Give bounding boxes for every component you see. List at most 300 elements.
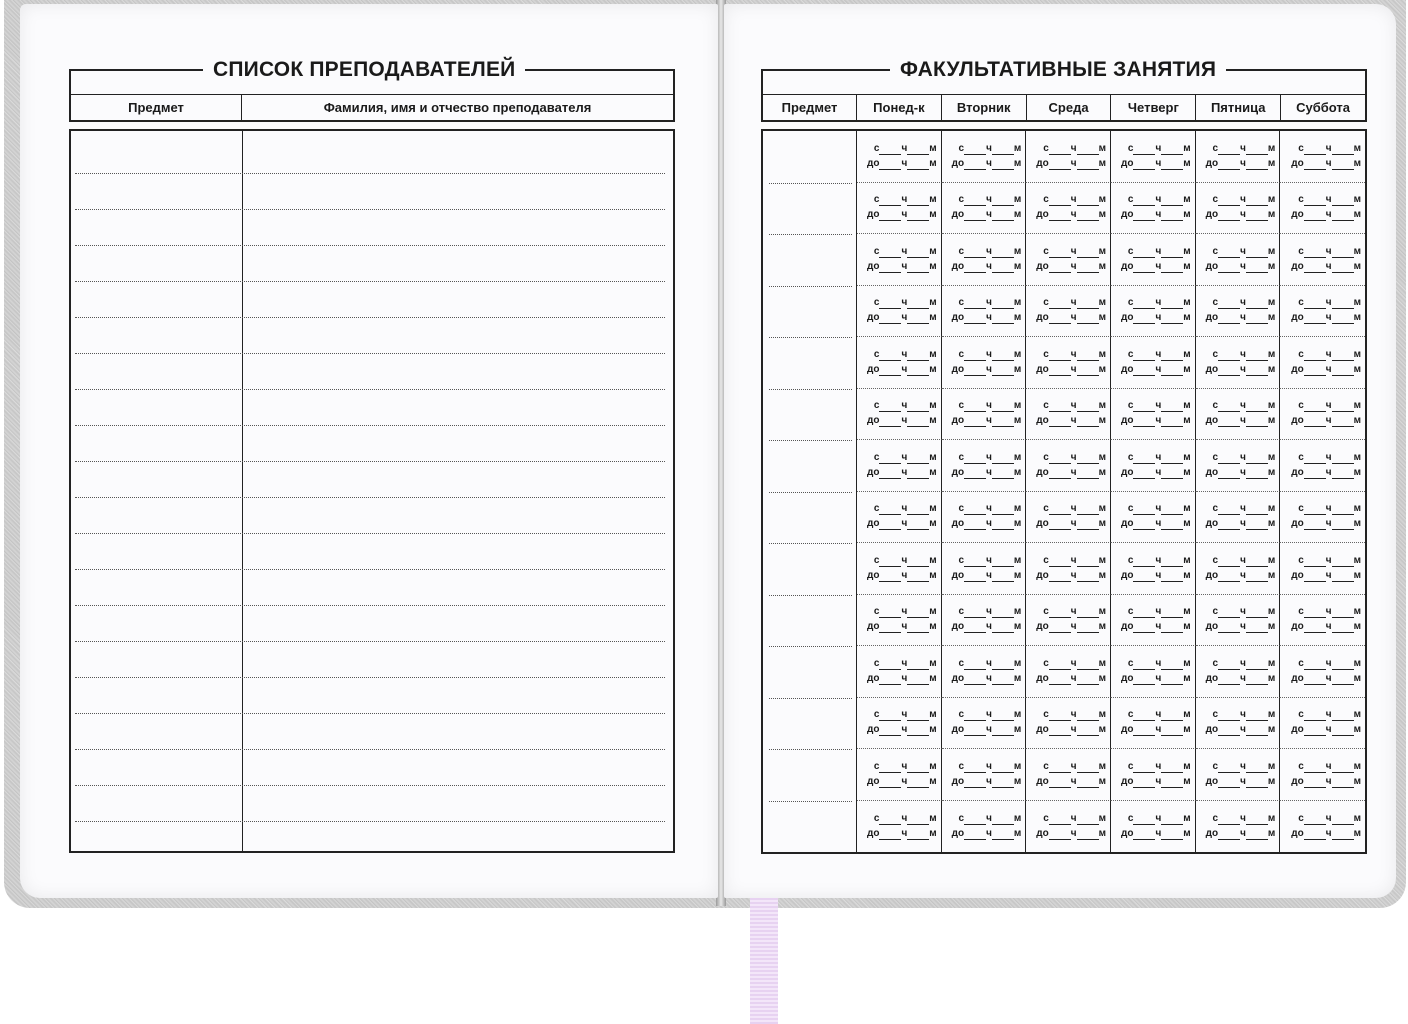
time-line[interactable] <box>1291 673 1361 685</box>
time-slot-cell[interactable] <box>1280 492 1365 544</box>
time-line[interactable] <box>1128 761 1191 773</box>
time-line[interactable] <box>1213 813 1276 825</box>
time-line[interactable] <box>959 813 1022 825</box>
hour-blank[interactable] <box>1133 815 1155 825</box>
minute-blank[interactable] <box>1246 623 1268 633</box>
hour-blank[interactable] <box>879 557 901 567</box>
time-slot-cell[interactable] <box>1111 131 1196 183</box>
hour-blank[interactable] <box>1049 366 1071 376</box>
minute-blank[interactable] <box>1332 675 1354 685</box>
time-line[interactable] <box>1291 158 1361 170</box>
minute-blank[interactable] <box>1077 726 1099 736</box>
time-line[interactable] <box>952 570 1022 582</box>
writing-line[interactable] <box>75 461 665 462</box>
hour-blank[interactable] <box>964 248 986 258</box>
hour-blank[interactable] <box>879 314 901 324</box>
minute-blank[interactable] <box>992 675 1014 685</box>
time-line[interactable] <box>874 452 937 464</box>
minute-blank[interactable] <box>1161 366 1183 376</box>
minute-blank[interactable] <box>1246 417 1268 427</box>
time-line[interactable] <box>1036 158 1106 170</box>
time-slot-cell[interactable] <box>857 234 942 286</box>
time-line[interactable] <box>959 658 1022 670</box>
hour-blank[interactable] <box>879 248 901 258</box>
time-slot-cell[interactable] <box>857 698 942 750</box>
minute-blank[interactable] <box>992 520 1014 530</box>
hour-blank[interactable] <box>1304 196 1326 206</box>
minute-blank[interactable] <box>992 726 1014 736</box>
writing-line[interactable] <box>75 209 665 210</box>
hour-blank[interactable] <box>879 623 901 633</box>
time-line[interactable] <box>867 570 937 582</box>
time-line[interactable] <box>1291 776 1361 788</box>
minute-blank[interactable] <box>1332 520 1354 530</box>
subject-writing-line[interactable] <box>769 389 852 390</box>
subject-writing-line[interactable] <box>769 749 852 750</box>
writing-line[interactable] <box>75 533 665 534</box>
minute-blank[interactable] <box>1161 211 1183 221</box>
minute-blank[interactable] <box>1246 454 1268 464</box>
time-line[interactable] <box>1298 143 1361 155</box>
minute-blank[interactable] <box>1077 314 1099 324</box>
hour-blank[interactable] <box>1133 778 1155 788</box>
hour-blank[interactable] <box>1133 830 1155 840</box>
time-line[interactable] <box>874 555 937 567</box>
time-line[interactable] <box>1128 503 1191 515</box>
hour-blank[interactable] <box>1304 763 1326 773</box>
time-slot-cell[interactable] <box>1026 389 1111 441</box>
hour-blank[interactable] <box>1304 778 1326 788</box>
time-line[interactable] <box>1036 724 1106 736</box>
time-line[interactable] <box>1291 467 1361 479</box>
time-slot-cell[interactable] <box>1026 646 1111 698</box>
minute-blank[interactable] <box>992 196 1014 206</box>
time-line[interactable] <box>1213 297 1276 309</box>
minute-blank[interactable] <box>1332 557 1354 567</box>
minute-blank[interactable] <box>992 145 1014 155</box>
minute-blank[interactable] <box>1332 830 1354 840</box>
time-line[interactable] <box>874 400 937 412</box>
time-line[interactable] <box>1213 400 1276 412</box>
time-slot-cell[interactable] <box>1026 131 1111 183</box>
minute-blank[interactable] <box>1332 351 1354 361</box>
hour-blank[interactable] <box>1133 351 1155 361</box>
hour-blank[interactable] <box>964 145 986 155</box>
minute-blank[interactable] <box>1332 196 1354 206</box>
time-line[interactable] <box>1128 606 1191 618</box>
minute-blank[interactable] <box>1161 263 1183 273</box>
time-line[interactable] <box>959 246 1022 258</box>
hour-blank[interactable] <box>1218 778 1240 788</box>
time-line[interactable] <box>1298 297 1361 309</box>
minute-blank[interactable] <box>1161 763 1183 773</box>
hour-blank[interactable] <box>964 505 986 515</box>
hour-blank[interactable] <box>964 160 986 170</box>
time-slot-cell[interactable] <box>1111 286 1196 338</box>
time-slot-cell[interactable] <box>942 131 1027 183</box>
time-slot-cell[interactable] <box>857 183 942 235</box>
hour-blank[interactable] <box>1049 469 1071 479</box>
minute-blank[interactable] <box>907 402 929 412</box>
minute-blank[interactable] <box>1077 417 1099 427</box>
hour-blank[interactable] <box>879 505 901 515</box>
time-line[interactable] <box>1213 555 1276 567</box>
writing-line[interactable] <box>75 173 665 174</box>
time-line[interactable] <box>959 143 1022 155</box>
minute-blank[interactable] <box>1332 726 1354 736</box>
hour-blank[interactable] <box>1133 402 1155 412</box>
time-line[interactable] <box>1121 364 1191 376</box>
minute-blank[interactable] <box>1246 248 1268 258</box>
time-slot-cell[interactable] <box>1280 646 1365 698</box>
time-line[interactable] <box>1043 297 1106 309</box>
hour-blank[interactable] <box>1218 520 1240 530</box>
hour-blank[interactable] <box>1218 830 1240 840</box>
time-slot-cell[interactable] <box>942 595 1027 647</box>
time-slot-cell[interactable] <box>1026 440 1111 492</box>
minute-blank[interactable] <box>1246 763 1268 773</box>
time-slot-cell[interactable] <box>1026 286 1111 338</box>
hour-blank[interactable] <box>1218 248 1240 258</box>
hour-blank[interactable] <box>1049 505 1071 515</box>
time-slot-cell[interactable] <box>942 749 1027 801</box>
hour-blank[interactable] <box>1218 351 1240 361</box>
minute-blank[interactable] <box>1246 815 1268 825</box>
hour-blank[interactable] <box>1304 830 1326 840</box>
minute-blank[interactable] <box>992 314 1014 324</box>
minute-blank[interactable] <box>1332 763 1354 773</box>
time-line[interactable] <box>1298 606 1361 618</box>
minute-blank[interactable] <box>907 830 929 840</box>
time-line[interactable] <box>874 761 937 773</box>
time-line[interactable] <box>874 246 937 258</box>
time-slot-cell[interactable] <box>1111 234 1196 286</box>
time-line[interactable] <box>1036 828 1106 840</box>
hour-blank[interactable] <box>1049 160 1071 170</box>
minute-blank[interactable] <box>1077 145 1099 155</box>
time-line[interactable] <box>1121 467 1191 479</box>
time-slot-cell[interactable] <box>942 337 1027 389</box>
hour-blank[interactable] <box>964 417 986 427</box>
hour-blank[interactable] <box>1049 675 1071 685</box>
minute-blank[interactable] <box>1161 505 1183 515</box>
minute-blank[interactable] <box>1161 196 1183 206</box>
hour-blank[interactable] <box>1304 675 1326 685</box>
hour-blank[interactable] <box>1218 160 1240 170</box>
time-slot-cell[interactable] <box>1111 646 1196 698</box>
hour-blank[interactable] <box>1049 402 1071 412</box>
time-slot-cell[interactable] <box>1196 646 1281 698</box>
minute-blank[interactable] <box>992 778 1014 788</box>
minute-blank[interactable] <box>1246 557 1268 567</box>
minute-blank[interactable] <box>1246 263 1268 273</box>
hour-blank[interactable] <box>1133 160 1155 170</box>
hour-blank[interactable] <box>1304 211 1326 221</box>
time-slot-cell[interactable] <box>1026 801 1111 853</box>
hour-blank[interactable] <box>964 454 986 464</box>
minute-blank[interactable] <box>992 469 1014 479</box>
time-line[interactable] <box>1036 673 1106 685</box>
minute-blank[interactable] <box>1077 211 1099 221</box>
time-line[interactable] <box>867 467 937 479</box>
time-line[interactable] <box>959 452 1022 464</box>
time-line[interactable] <box>1206 158 1276 170</box>
time-line[interactable] <box>1121 261 1191 273</box>
hour-blank[interactable] <box>1049 417 1071 427</box>
time-line[interactable] <box>1121 158 1191 170</box>
time-line[interactable] <box>1121 776 1191 788</box>
hour-blank[interactable] <box>879 726 901 736</box>
hour-blank[interactable] <box>1218 454 1240 464</box>
writing-line[interactable] <box>75 353 665 354</box>
hour-blank[interactable] <box>1304 557 1326 567</box>
hour-blank[interactable] <box>879 778 901 788</box>
time-line[interactable] <box>874 194 937 206</box>
time-line[interactable] <box>1121 828 1191 840</box>
hour-blank[interactable] <box>1304 815 1326 825</box>
hour-blank[interactable] <box>964 778 986 788</box>
time-line[interactable] <box>1206 312 1276 324</box>
hour-blank[interactable] <box>1304 417 1326 427</box>
time-slot-cell[interactable] <box>1280 234 1365 286</box>
hour-blank[interactable] <box>879 196 901 206</box>
time-slot-cell[interactable] <box>1026 183 1111 235</box>
hour-blank[interactable] <box>964 211 986 221</box>
time-slot-cell[interactable] <box>1280 440 1365 492</box>
minute-blank[interactable] <box>1161 623 1183 633</box>
time-slot-cell[interactable] <box>1026 337 1111 389</box>
hour-blank[interactable] <box>879 366 901 376</box>
minute-blank[interactable] <box>992 211 1014 221</box>
hour-blank[interactable] <box>1218 623 1240 633</box>
time-slot-cell[interactable] <box>857 389 942 441</box>
hour-blank[interactable] <box>879 402 901 412</box>
minute-blank[interactable] <box>992 763 1014 773</box>
hour-blank[interactable] <box>964 763 986 773</box>
minute-blank[interactable] <box>1077 608 1099 618</box>
time-line[interactable] <box>952 724 1022 736</box>
minute-blank[interactable] <box>992 366 1014 376</box>
time-line[interactable] <box>1298 400 1361 412</box>
time-slot-cell[interactable] <box>942 543 1027 595</box>
hour-blank[interactable] <box>964 815 986 825</box>
minute-blank[interactable] <box>907 660 929 670</box>
time-line[interactable] <box>1291 621 1361 633</box>
time-line[interactable] <box>1213 143 1276 155</box>
time-line[interactable] <box>952 673 1022 685</box>
time-line[interactable] <box>1128 297 1191 309</box>
time-line[interactable] <box>1128 555 1191 567</box>
hour-blank[interactable] <box>964 469 986 479</box>
subject-writing-line[interactable] <box>769 183 852 184</box>
minute-blank[interactable] <box>907 417 929 427</box>
minute-blank[interactable] <box>1246 660 1268 670</box>
minute-blank[interactable] <box>1332 711 1354 721</box>
hour-blank[interactable] <box>964 366 986 376</box>
time-line[interactable] <box>867 673 937 685</box>
minute-blank[interactable] <box>1246 675 1268 685</box>
minute-blank[interactable] <box>1077 675 1099 685</box>
minute-blank[interactable] <box>1161 402 1183 412</box>
minute-blank[interactable] <box>907 211 929 221</box>
time-slot-cell[interactable] <box>942 440 1027 492</box>
time-line[interactable] <box>1206 467 1276 479</box>
time-slot-cell[interactable] <box>1111 543 1196 595</box>
hour-blank[interactable] <box>879 763 901 773</box>
time-line[interactable] <box>1043 761 1106 773</box>
subject-writing-line[interactable] <box>769 234 852 235</box>
time-line[interactable] <box>1043 709 1106 721</box>
minute-blank[interactable] <box>1161 660 1183 670</box>
time-line[interactable] <box>1298 452 1361 464</box>
time-line[interactable] <box>1206 518 1276 530</box>
minute-blank[interactable] <box>992 660 1014 670</box>
minute-blank[interactable] <box>1161 830 1183 840</box>
hour-blank[interactable] <box>879 145 901 155</box>
subject-writing-line[interactable] <box>769 595 852 596</box>
minute-blank[interactable] <box>907 815 929 825</box>
time-line[interactable] <box>952 415 1022 427</box>
minute-blank[interactable] <box>1246 469 1268 479</box>
hour-blank[interactable] <box>1218 726 1240 736</box>
hour-blank[interactable] <box>1049 520 1071 530</box>
minute-blank[interactable] <box>1246 366 1268 376</box>
time-slot-cell[interactable] <box>857 595 942 647</box>
minute-blank[interactable] <box>1077 660 1099 670</box>
writing-line[interactable] <box>75 497 665 498</box>
hour-blank[interactable] <box>1049 211 1071 221</box>
minute-blank[interactable] <box>907 196 929 206</box>
hour-blank[interactable] <box>1218 675 1240 685</box>
minute-blank[interactable] <box>1161 557 1183 567</box>
hour-blank[interactable] <box>1133 505 1155 515</box>
time-slot-cell[interactable] <box>1111 595 1196 647</box>
time-line[interactable] <box>959 297 1022 309</box>
time-line[interactable] <box>1206 209 1276 221</box>
hour-blank[interactable] <box>879 417 901 427</box>
hour-blank[interactable] <box>1049 726 1071 736</box>
minute-blank[interactable] <box>1161 351 1183 361</box>
minute-blank[interactable] <box>1077 830 1099 840</box>
time-line[interactable] <box>1298 709 1361 721</box>
writing-line[interactable] <box>75 641 665 642</box>
time-slot-cell[interactable] <box>1111 440 1196 492</box>
hour-blank[interactable] <box>1218 299 1240 309</box>
hour-blank[interactable] <box>1049 299 1071 309</box>
time-line[interactable] <box>1121 621 1191 633</box>
hour-blank[interactable] <box>1218 402 1240 412</box>
hour-blank[interactable] <box>1049 145 1071 155</box>
time-slot-cell[interactable] <box>942 492 1027 544</box>
time-line[interactable] <box>1291 261 1361 273</box>
time-line[interactable] <box>1291 828 1361 840</box>
minute-blank[interactable] <box>1332 248 1354 258</box>
time-line[interactable] <box>1213 761 1276 773</box>
subject-writing-line[interactable] <box>769 286 852 287</box>
time-line[interactable] <box>952 158 1022 170</box>
minute-blank[interactable] <box>992 572 1014 582</box>
minute-blank[interactable] <box>992 454 1014 464</box>
hour-blank[interactable] <box>1049 815 1071 825</box>
time-line[interactable] <box>952 518 1022 530</box>
time-line[interactable] <box>867 158 937 170</box>
minute-blank[interactable] <box>1332 572 1354 582</box>
minute-blank[interactable] <box>1332 454 1354 464</box>
hour-blank[interactable] <box>964 711 986 721</box>
minute-blank[interactable] <box>907 366 929 376</box>
time-slot-cell[interactable] <box>1196 234 1281 286</box>
time-line[interactable] <box>1291 209 1361 221</box>
minute-blank[interactable] <box>1332 623 1354 633</box>
time-line[interactable] <box>1291 364 1361 376</box>
minute-blank[interactable] <box>1161 248 1183 258</box>
hour-blank[interactable] <box>1049 660 1071 670</box>
minute-blank[interactable] <box>907 675 929 685</box>
minute-blank[interactable] <box>1246 351 1268 361</box>
hour-blank[interactable] <box>1218 366 1240 376</box>
time-slot-cell[interactable] <box>942 801 1027 853</box>
minute-blank[interactable] <box>1161 572 1183 582</box>
time-line[interactable] <box>867 312 937 324</box>
writing-line[interactable] <box>75 281 665 282</box>
minute-blank[interactable] <box>1161 160 1183 170</box>
minute-blank[interactable] <box>1246 196 1268 206</box>
hour-blank[interactable] <box>1049 608 1071 618</box>
minute-blank[interactable] <box>1246 505 1268 515</box>
hour-blank[interactable] <box>1049 778 1071 788</box>
time-slot-cell[interactable] <box>1111 337 1196 389</box>
hour-blank[interactable] <box>1218 815 1240 825</box>
time-line[interactable] <box>1121 518 1191 530</box>
minute-blank[interactable] <box>1161 726 1183 736</box>
minute-blank[interactable] <box>1246 145 1268 155</box>
hour-blank[interactable] <box>879 469 901 479</box>
minute-blank[interactable] <box>1246 160 1268 170</box>
time-line[interactable] <box>1043 503 1106 515</box>
minute-blank[interactable] <box>1246 402 1268 412</box>
hour-blank[interactable] <box>964 623 986 633</box>
time-line[interactable] <box>1213 606 1276 618</box>
minute-blank[interactable] <box>907 520 929 530</box>
hour-blank[interactable] <box>1133 314 1155 324</box>
hour-blank[interactable] <box>1304 572 1326 582</box>
time-line[interactable] <box>1213 194 1276 206</box>
minute-blank[interactable] <box>992 299 1014 309</box>
time-slot-cell[interactable] <box>857 646 942 698</box>
hour-blank[interactable] <box>1304 299 1326 309</box>
time-line[interactable] <box>1036 570 1106 582</box>
hour-blank[interactable] <box>1218 263 1240 273</box>
time-slot-cell[interactable] <box>1026 543 1111 595</box>
time-slot-cell[interactable] <box>1196 440 1281 492</box>
hour-blank[interactable] <box>1133 248 1155 258</box>
minute-blank[interactable] <box>1332 815 1354 825</box>
hour-blank[interactable] <box>1133 763 1155 773</box>
minute-blank[interactable] <box>1161 299 1183 309</box>
time-line[interactable] <box>1298 761 1361 773</box>
time-slot-cell[interactable] <box>1111 183 1196 235</box>
time-line[interactable] <box>959 555 1022 567</box>
hour-blank[interactable] <box>1218 572 1240 582</box>
minute-blank[interactable] <box>1161 417 1183 427</box>
hour-blank[interactable] <box>1133 454 1155 464</box>
hour-blank[interactable] <box>879 454 901 464</box>
minute-blank[interactable] <box>1077 778 1099 788</box>
subject-writing-line[interactable] <box>769 337 852 338</box>
time-line[interactable] <box>1036 415 1106 427</box>
hour-blank[interactable] <box>964 557 986 567</box>
hour-blank[interactable] <box>1133 196 1155 206</box>
